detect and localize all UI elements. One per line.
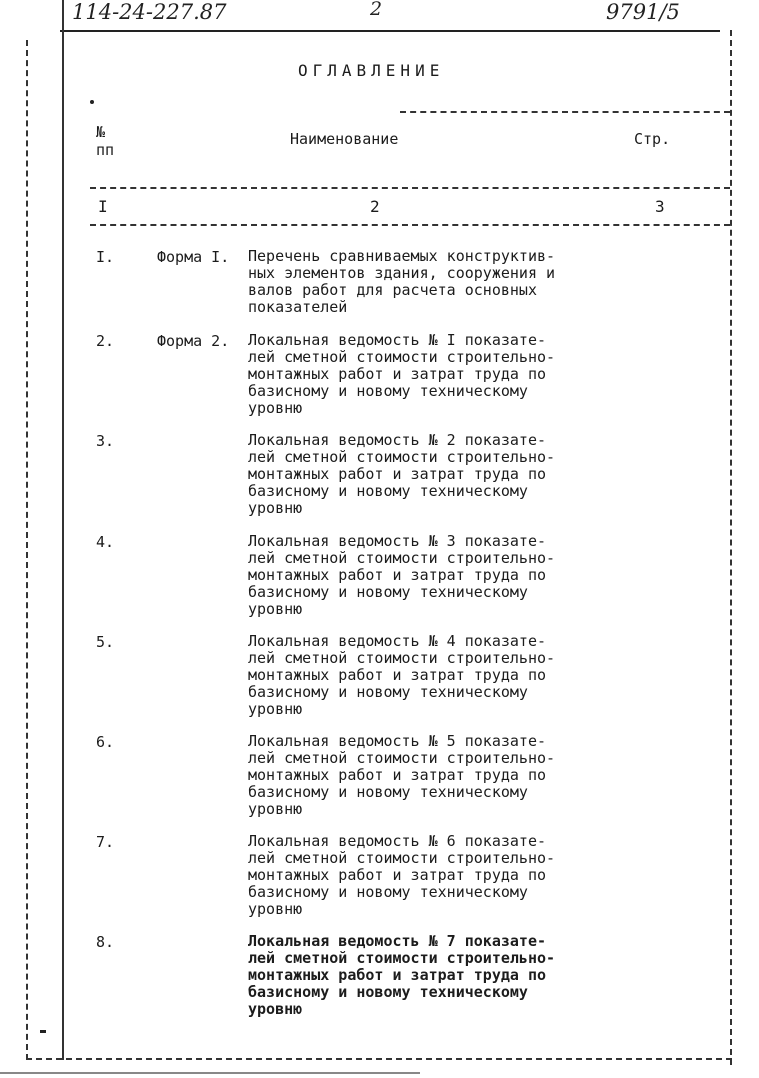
toc-entry-5: [0, 633, 759, 733]
frame-bottom-solid: [0, 1072, 420, 1074]
entry-number: 2.: [96, 332, 115, 350]
col-name-label: Наименование: [290, 130, 399, 148]
entry-text: Локальная ведомость № 3 показате- лей сметной стоимости строительно- монтажных работ и затрат труда по базисному и новому техническому уровню: [248, 532, 556, 618]
toc-entry-6: [0, 733, 759, 833]
col-number-3: 3: [655, 197, 665, 216]
entry-form: Форма 2.: [157, 332, 230, 350]
page-number: 2: [370, 0, 383, 20]
entry-text: Локальная ведомость № 5 показате- лей сметной стоимости строительно- монтажных работ и затрат труда по базисному и новому техническому уровню: [248, 732, 556, 818]
entry-number: 3.: [96, 432, 115, 450]
toc-entry-7: [0, 833, 759, 933]
entry-number: 4.: [96, 533, 115, 551]
sheet-code: 9791/5: [606, 0, 680, 24]
entry-number: 8.: [96, 933, 115, 951]
frame-top-line: [60, 30, 720, 32]
page-title: ОГЛАВЛЕНИЕ: [298, 61, 445, 80]
entry-text: Перечень сравниваемых конструктив- ных элементов здания, сооружения и валов работ для расчета основных показателей: [248, 247, 556, 316]
header-top-rule: [400, 111, 730, 113]
entry-number: 7.: [96, 833, 115, 851]
entry-text: Локальная ведомость № 2 показате- лей сметной стоимости строительно- монтажных работ и затрат труда по базисному и новому техническому уровню: [248, 431, 556, 517]
document-code: 114-24-227.87: [72, 0, 227, 24]
frame-bottom-line: [26, 1058, 732, 1060]
header-dot: [90, 100, 94, 104]
entry-text: Локальная ведомость № 6 показате- лей сметной стоимости строительно- монтажных работ и затрат труда по базисному и новому техническому уровню: [248, 832, 556, 918]
entry-number: I.: [96, 248, 115, 266]
entry-number: 5.: [96, 633, 115, 651]
header-low-rule: [90, 224, 730, 226]
col-number-2: 2: [370, 197, 380, 216]
toc-entry-2: [0, 332, 759, 432]
col-number-label-2: пп: [96, 141, 115, 159]
toc-entry-3: [0, 432, 759, 532]
col-number-1: I: [98, 197, 108, 216]
entry-text: Локальная ведомость № 7 показате- лей сметной стоимости строительно- монтажных работ и затрат труда по базисному и новому техническому уровню: [248, 932, 556, 1018]
col-page-label: Стр.: [634, 130, 671, 148]
margin-mark: [40, 1030, 46, 1033]
entry-text: Локальная ведомость № I показате- лей сметной стоимости строительно- монтажных работ и затрат труда по базисному и новому техническому уровню: [248, 331, 556, 417]
toc-entry-4: [0, 533, 759, 633]
entry-text: Локальная ведомость № 4 показате- лей сметной стоимости строительно- монтажных работ и затрат труда по базисному и новому техническому уровню: [248, 632, 556, 718]
toc-entry-8: [0, 933, 759, 1033]
entry-form: Форма I.: [157, 248, 230, 266]
col-number-label: №: [96, 123, 106, 141]
header-mid-rule: [90, 187, 730, 189]
entry-number: 6.: [96, 733, 115, 751]
